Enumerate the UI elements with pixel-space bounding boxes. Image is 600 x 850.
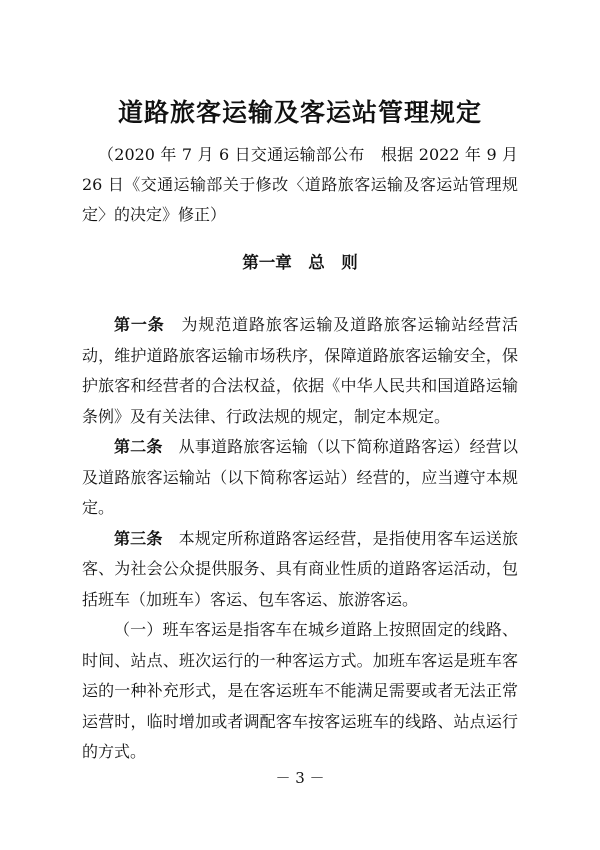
article-text: 从事道路旅客运输（以下简称道路客运）经营以及道路旅客运输站（以下简称客运站）经营的，应当遵守本规定。 [82,437,518,517]
article-text: 为规范道路旅客运输及道路旅客运输站经营活动，维护道路旅客运输市场秩序，保障道路旅客运输安全，保护旅客和经营者的合法权益，依据《中华人民共和国道路运输条例》及有关法律、行政法规的规定，制定本规定。 [82,315,518,426]
document-title: 道路旅客运输及客运站管理规定 [117,98,482,127]
article-text: 本规定所称道路客运经营，是指使用客车运送旅客、为社会公众提供服务、具有商业性质的道路客运活动，包括班车（加班车）客运、包车客运、旅游客运。 [82,528,518,609]
document-subtitle: （2020 年 7 月 6 日交通运输部公布 根据 2022 年 9 月 26 日《交通运输部关于修改〈道路旅客运输及客运站管理规定〉的决定》修正） [82,145,518,224]
article-label: 第三条 [114,528,163,548]
article-label: 第二条 [114,437,163,456]
article-3-item-1 [82,615,518,768]
article-3 [82,524,518,616]
chapter-heading: 第一章 总 则 [242,253,358,272]
article-label: 第一条 [114,315,165,334]
article-2 [82,432,518,524]
item-text: （一）班车客运是指客车在城乡道路上按照固定的线路、时间、站点、班次运行的一种客运方式。加班车客运是班车客运的一种补充形式，是在客运班车不能满足需要或者无法正常运营时，临时增加或者调配客车按客运班车的线路、站点运行的方式。 [82,620,518,761]
article-1 [82,310,518,432]
page-number: － 3 － [275,769,325,787]
document-body [82,310,518,768]
